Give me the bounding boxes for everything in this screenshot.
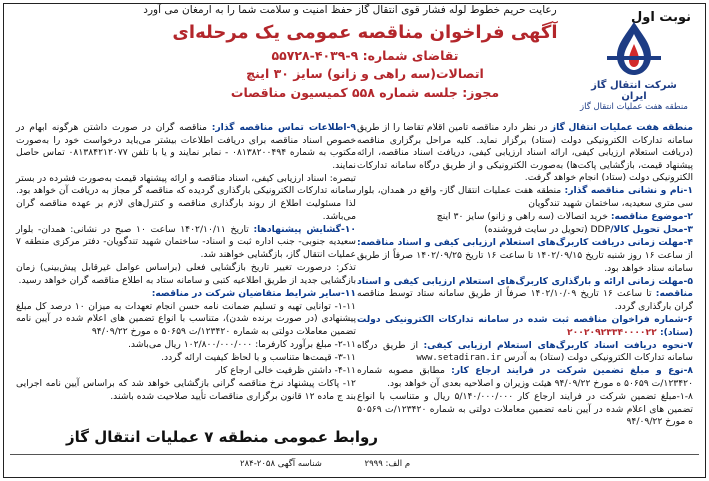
item-12: ۱۲- پاکات پیشنهاد نرخ مناقصه گرانی بازگشایی خواهد شد که براساس آیین نامه اجرایی بند ج ماده ۱۲ قانون برگزاری مناقصات تأیید صلاحیت شده باشند. bbox=[16, 378, 356, 402]
item-4-text: از ساعت ۱۶ روز شنبه تاریخ ۱۴۰۲/۰۹/۱۵ تا ساعت ۱۶ تاریخ ۱۴۰۲/۰۹/۲۵ صرفاً از طریق سامانه ستاد خواهد بود. bbox=[357, 249, 693, 274]
item-9 bbox=[16, 122, 356, 172]
right-column bbox=[357, 122, 693, 429]
ad-ref-code: م الف: ۲۹۹۹ bbox=[364, 459, 411, 469]
company-logo bbox=[579, 20, 689, 110]
gas-flame-logo-icon bbox=[603, 20, 665, 78]
logo-company-name: شرکت انتقال گاز ایران bbox=[591, 80, 677, 102]
item-4 bbox=[357, 237, 693, 275]
item-10 bbox=[16, 224, 356, 262]
item-7-label: ۷-نحوه دریافت اسناد کاربرگ‌های استعلام ارزیابی کیفی: bbox=[423, 339, 693, 351]
item-3 bbox=[357, 224, 693, 237]
item-10-reminder: تذکر: درصورت تغییر تاریخ بازگشایی فعلی (براساس عوامل غیرقابل پیش‌بینی) زمان بازگشایی جدید از طریق اطلاعیه کتبی و سامانه ستاد به اطلاع مناقصه گران خواهد رسید. bbox=[16, 262, 356, 286]
item-8-label: ۸-نوع و مبلغ تضمین شرکت در فرایند ارجاع کار: bbox=[451, 365, 693, 377]
left-column bbox=[16, 122, 356, 404]
item-11-label: ۱۱-سایر شرایط متقاضیان شرکت در مناقصه: bbox=[151, 287, 356, 299]
publication-round-label: نوبت اول bbox=[630, 10, 691, 25]
item-3-text: DDP (تحویل در سایت فروشنده) bbox=[484, 224, 611, 236]
tender-subject: اتصالات(سه راهی و زانو) سایز ۳۰ اینچ bbox=[246, 66, 484, 81]
safety-banner: رعایت حریم خطوط لوله فشار قوی انتقال گاز حفظ امنیت و سلامت شما را به ارمغان می آورد bbox=[143, 4, 557, 16]
ad-title: آگهی فراخوان مناقصه عمومی یک مرحله‌ای bbox=[172, 22, 558, 43]
item-1 bbox=[357, 185, 693, 210]
ad-id-code: شناسه آگهی ۲۰۵۸-۲۸۴ bbox=[240, 459, 322, 469]
item-6 bbox=[357, 314, 693, 339]
item-3-label: ۳-محل تحویل کالا/ bbox=[610, 224, 693, 236]
item-4-label: ۴-مهلت زمانی دریافت کاربرگ‌های استعلام ارزیابی کیفی و اسناد مناقصه: bbox=[357, 237, 693, 249]
item-1-label: ۱-نام و نشانی مناقصه گذار: bbox=[564, 185, 693, 197]
tender-call-number: ۲۰۰۲۰۹۲۳۳۴۰۰۰۰۲۲ bbox=[567, 326, 660, 338]
item-5 bbox=[357, 276, 693, 314]
item-11-4: ۴-۱۱- داشتن ظرفیت خالی ارجاع کار bbox=[215, 365, 356, 377]
item-7-text: از طریق درگاه سامانه تدارکات الکترونیکی دولت (ستاد) به آدرس bbox=[357, 339, 693, 364]
item-2-text: خرید اتصالات (سه راهی و زانو) سایز ۳۰ اینچ bbox=[436, 211, 611, 223]
item-5-label: ۵-مهلت زمانی ارائه و بارگذاری کاربرگ‌های استعلام ارزیابی کیفی و اسناد مناقصه: bbox=[357, 275, 693, 300]
intro-text: در نظر دارد مناقصه تامین اقلام تقاضا را از طریق سامانه تدارکات الکترونیکی دولت (ستاد) برگزار نماید. کلیه مراحل برگزاری مناقصه (دریافت استعلام ارزیابی کیفی، ارائه اسناد ارزیابی کیفی، دریافت اسناد مناقصه، ارائه پیشنهاد قیمت، بازگشایی پاکت‌ها) به‌صورت الکترونیکی و از طریق درگاه سامانه تدارکات الکترونیکی دولت (ستاد) انجام خواهد گرفت. bbox=[357, 122, 693, 184]
intro-lead: منطقه هفت عملیات انتقال گاز bbox=[550, 122, 693, 133]
item-10-label: ۱۰-گشایش پیشنهادها: bbox=[253, 223, 356, 235]
item-2-label: ۲-موضوع مناقصه: bbox=[610, 211, 693, 223]
request-number: تقاضای شماره: ۹-۴۰۳۹-۵۵۷۲۸ bbox=[271, 48, 459, 63]
commission-permit: مجوز: جلسه شماره ۵۵۸ کمیسیون مناقصات bbox=[230, 85, 500, 100]
item-11-3: ۳-۱۱- قیمت‌ها متناسب و با لحاظ کیفیت ارائه گردد. bbox=[161, 352, 356, 364]
public-relations-signature: روابط عمومی منطقه ۷ عملیات انتقال گاز bbox=[66, 428, 378, 446]
item-9-label: ۹-اطلاعات تماس مناقصه گذار: bbox=[211, 122, 356, 133]
item-11-2: ۲-۱۱- مبلغ برآورد کارفرما: ۱۰۲/۸۰۰/۰۰۰/۰۰۰ ریال می‌باشد. bbox=[128, 339, 356, 351]
item-8-text: مطابق مصوبه شماره ۱۲۳۴۲۰/ت ۵۰۶۵۹ ه مورخ ۹۴/۰۹/۲۲ هیئت وزیران و اصلاحیه بعدی آن خواهد بود. bbox=[357, 365, 693, 389]
setad-url-link[interactable]: www.setadiran.ir bbox=[416, 353, 502, 364]
item-8 bbox=[357, 365, 693, 390]
item-11-1: ۱-۱۱- توانایی تهیه و تسلیم ضمانت نامه حسن انجام تعهدات به میزان ۱۰ درصد کل مبلغ پیشنهادی (در صورت برنده شدن)، متناسب با انواع تضمین های اعلام شده در آیین نامه تضمین معاملات دولتی به شماره ۱۲۳۴۲۰/ت ۵۰۶۵۹ ه مورخ ۹۴/۰۹/۲۲ bbox=[16, 300, 356, 337]
footer-identifiers bbox=[200, 459, 410, 469]
footer-divider bbox=[10, 454, 699, 455]
item-1-text: منطقه هفت عملیات انتقال گاز- واقع در همدان، بلوار سی متری سعیدیه، ساختمان شهید تندگویان bbox=[357, 185, 693, 210]
note-paragraph: تبصره: اسناد ارزیابی کیفی، اسناد مناقصه و ارائه پیشنهاد قیمت به‌صورت فشرده در بستر سامانه تدارکات الکترونیکی بارگذاری گردیده که مناقصه گر مجاز به دریافت آن خواهد بود. لذا مسئولیت اطلاع از روند بارگذاری مناقصه و کنترل‌های لازم بر عهده مناقصه گران می‌باشد. bbox=[16, 172, 356, 222]
item-10-text: تاریخ ۱۴۰۲/۱۰/۱۱ ساعت ۱۰ صبح در نشانی: همدان- بلوار سعیدیه جنوبی- جنب اداره ثبت و اسناد- ساختمان شهید تندگویان- دفتر مرکزی منطقه ۷ عملیات انتقال گاز، بازگشایی خواهند شد. bbox=[16, 223, 356, 260]
item-2 bbox=[357, 211, 693, 224]
item-5-text: تا ساعت ۱۶ تاریخ ۱۴۰۲/۱۰/۰۹ صرفاً از طریق سامانه ستاد توسط مناقصه گران بارگذاری گردد. bbox=[357, 288, 693, 312]
item-8-1: ۱-۸-مبلغ تضمین شرکت در فرایند ارجاع کار ۵/۱۴۰/۰۰۰/۰۰۰ ریال و متناسب با انواع تضمین های اعلام شده در آیین نامه تضمین معاملات دولتی به شماره ۱۲۳۴۲۰/ت ۵۰۵۶۹ ه مورخ ۹۴/۰۹/۲۲ bbox=[357, 390, 693, 428]
item-9-text: مناقصه گران در صورت داشتن هرگونه ابهام در خصوص اسناد مناقصه برای دریافت اطلاعات بیشتر می‌باید درخواست خود را به‌صورت مکتوب به شماره ۰۸۱۳۸۲۰۰۴۹۴ - نمابر نمایند و یا با تلفن ۰۸۱۳۸۴۲۱۲۰۷۷ تماس حاصل نمایند. bbox=[16, 122, 356, 171]
logo-region-name: منطقه هفت عملیات انتقال گاز bbox=[580, 102, 688, 112]
intro-paragraph bbox=[357, 122, 693, 185]
item-6-label: ۶-شماره فراخوان مناقصه ثبت شده در سامانه تدارکات الکترونیکی دولت (ستاد): bbox=[357, 313, 693, 338]
item-7 bbox=[357, 340, 693, 365]
